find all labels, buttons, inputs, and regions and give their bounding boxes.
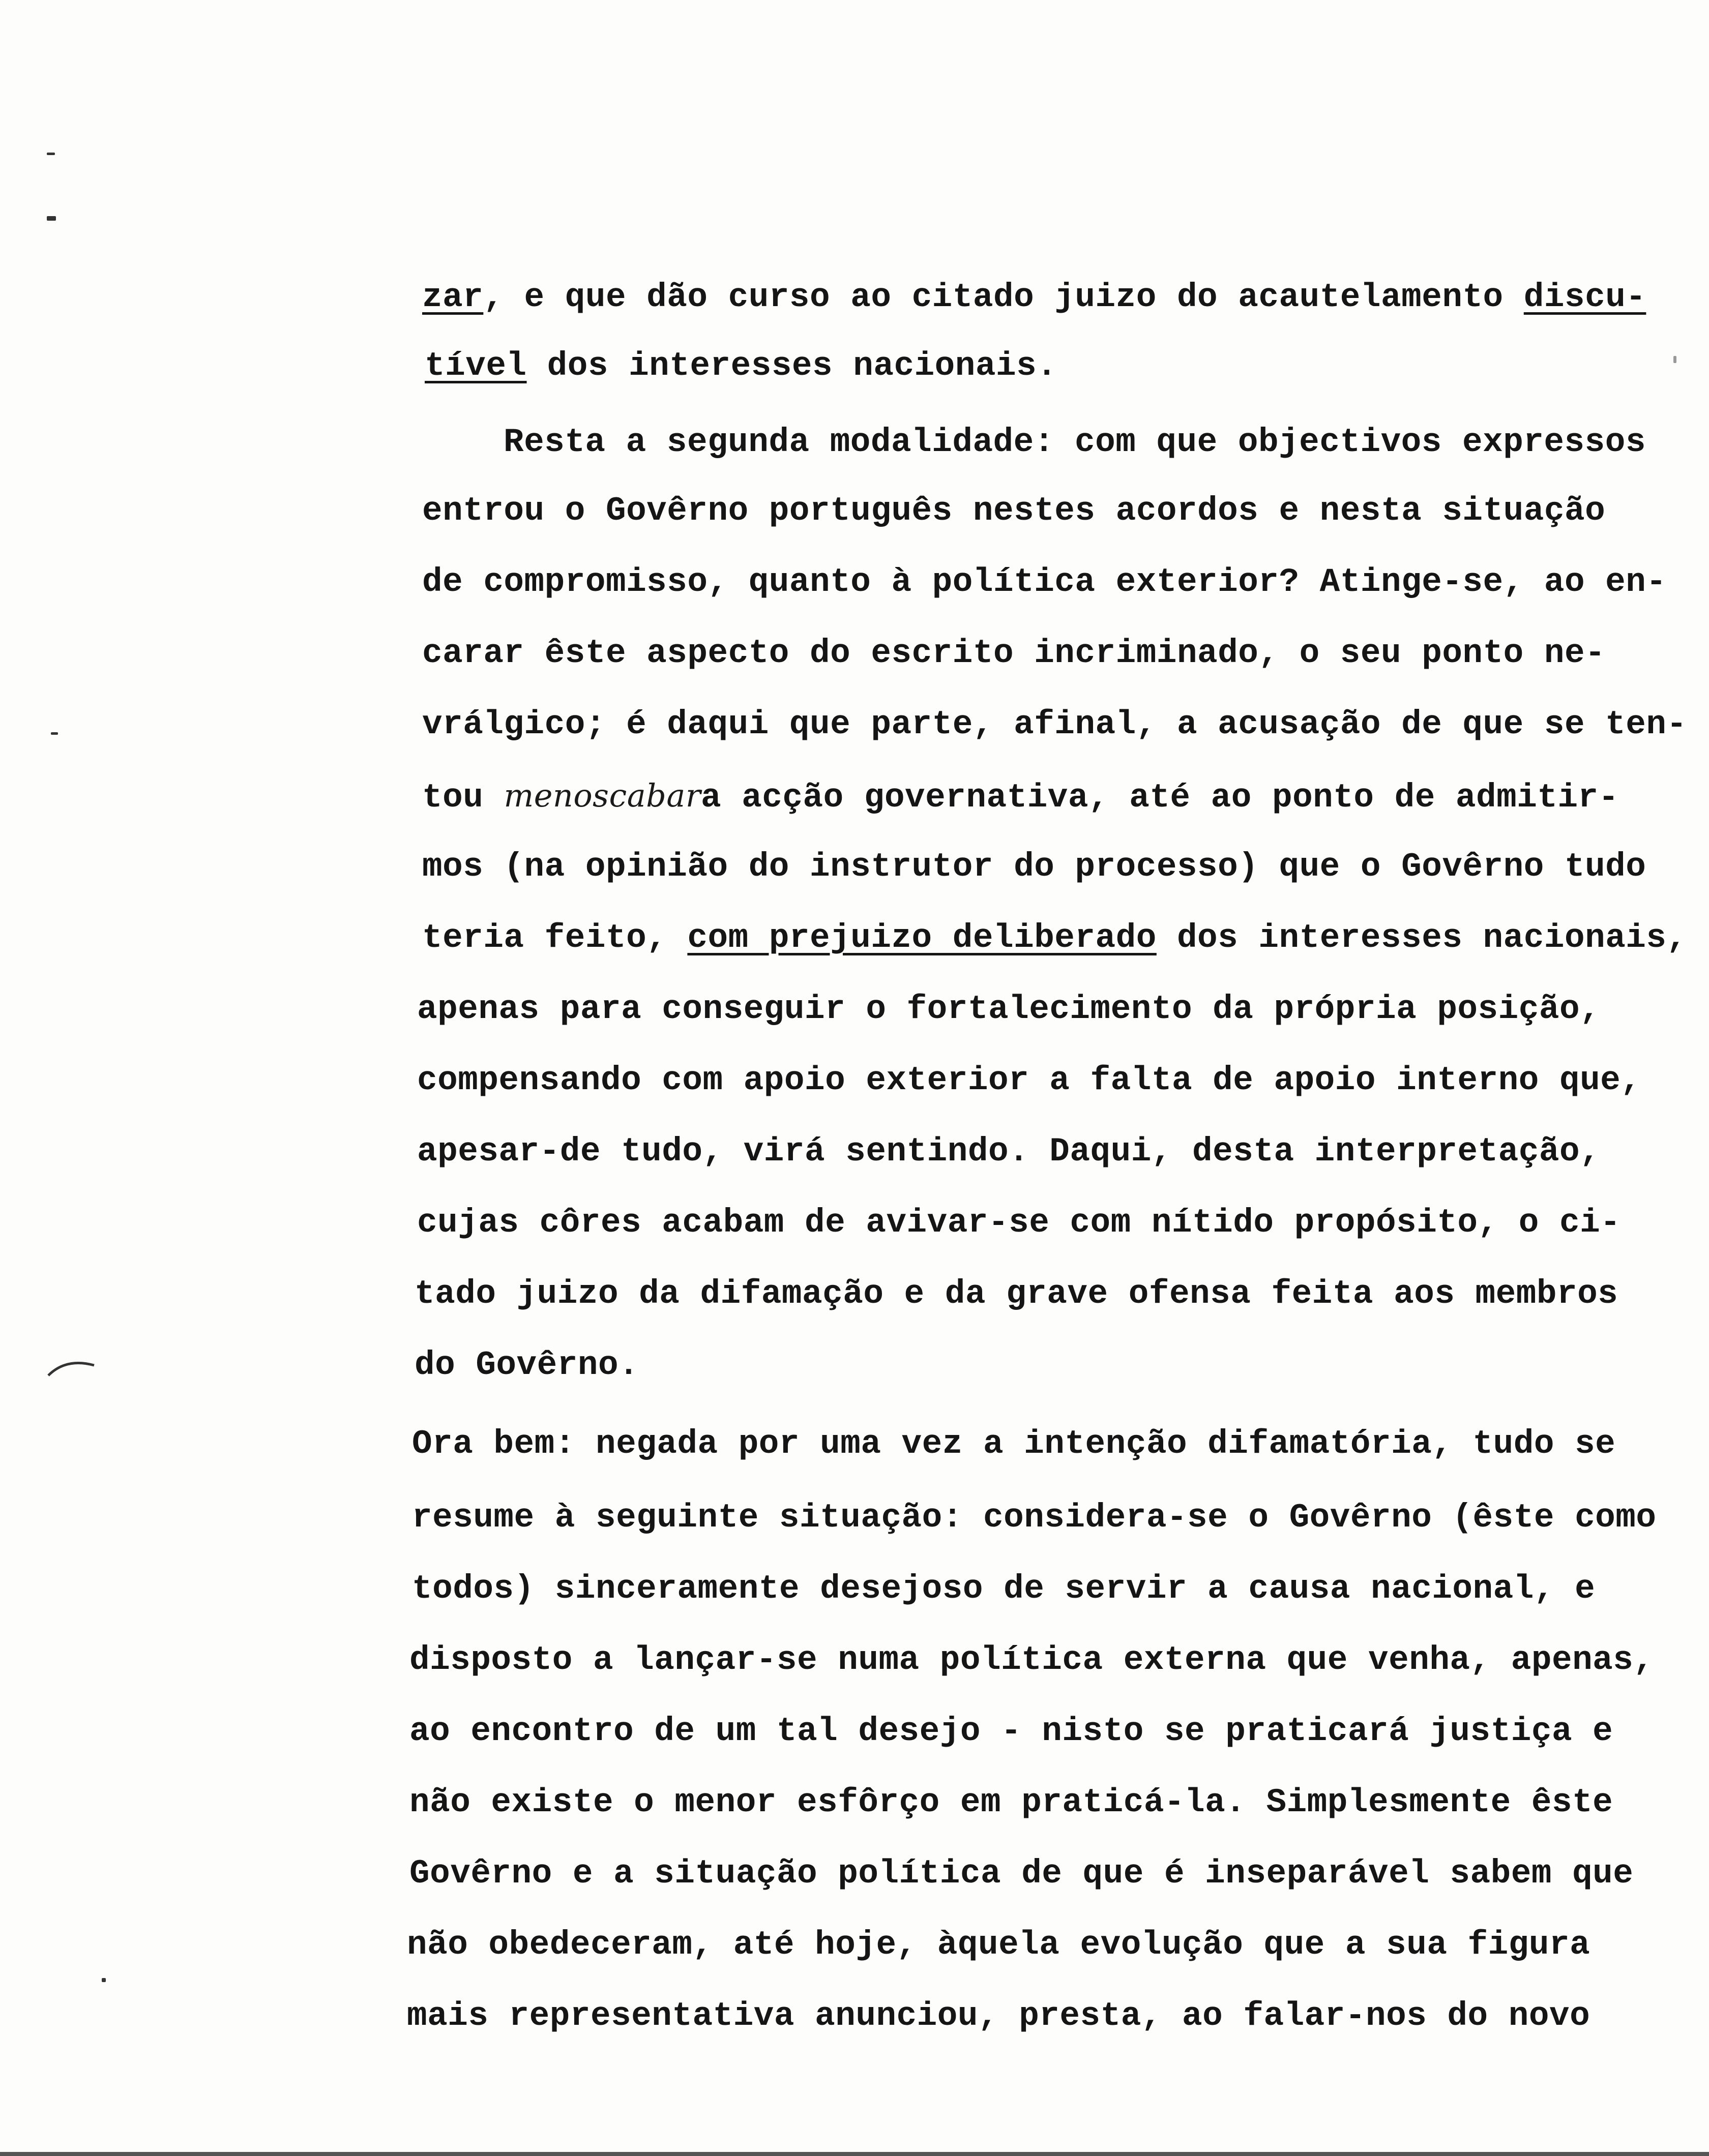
line-text-segment: , e que dão curso ao citado juizo do acautelamento [483, 278, 1524, 316]
line-text-segment: dos interesses nacionais, [1176, 919, 1687, 957]
document-line: tado juizo da difamação e da grave ofensa feita aos membros [415, 1275, 1618, 1313]
document-line: do Govêrno. [415, 1346, 639, 1384]
document-line: cujas côres acabam de avivar-se com nítido propósito, o ci- [417, 1204, 1621, 1242]
document-line: compensando com apoio exterior a falta de apoio interno que, [417, 1061, 1641, 1099]
document-line: ao encontro de um tal desejo - nisto se praticará justiça e [409, 1712, 1613, 1750]
document-line: vrálgico; é daqui que parte, afinal, a acusação de que se ten- [422, 705, 1687, 743]
document-line: disposto a lançar-se numa política externa que venha, apenas, [409, 1641, 1654, 1679]
document-line: Ora bem: negada por uma vez a intenção difamatória, tudo se [412, 1425, 1616, 1463]
line-text-segment: teria feito, [422, 919, 667, 957]
document-line: mos (na opinião do instrutor do processo) que o Govêrno tudo [422, 848, 1646, 886]
underlined-word: zar [422, 278, 484, 316]
document-line: todos) sinceramente desejoso de servir a causa nacional, e [412, 1570, 1596, 1608]
document-line [422, 918, 1687, 959]
line-text-segment: tou [422, 778, 484, 817]
handwritten-insertion: menoscabar [504, 777, 701, 814]
document-line: resume à seguinte situação: considera-se o Govêrno (êste como [412, 1499, 1657, 1537]
document-line: mais representativa anunciou, presta, ao falar-nos do novo [407, 1997, 1590, 2035]
underlined-word: discu- [1523, 278, 1646, 316]
document-line: apenas para conseguir o fortalecimento da própria posição, [417, 990, 1601, 1028]
document-line: carar êste aspecto do escrito incriminado, o seu ponto ne- [422, 634, 1606, 672]
line-text-segment [422, 278, 1646, 316]
document-line: entrou o Govêrno português nestes acordos e nesta situação [422, 492, 1606, 530]
document-line [422, 775, 1619, 818]
scan-speck [1673, 356, 1676, 363]
scan-curve-mark [46, 1353, 107, 1383]
underlined-word: tível [425, 347, 527, 385]
scan-bottom-edge [0, 2152, 1709, 2156]
line-text-segment: a acção governativa, até ao ponto de admitir- [700, 778, 1619, 817]
document-line: não existe o menor esfôrço em praticá-la. Simplesmente êste [409, 1783, 1613, 1821]
document-line [425, 346, 1057, 386]
scan-speck [102, 1978, 106, 1982]
scan-speck [47, 153, 55, 155]
underlined-phrase: com prejuizo deliberado [687, 919, 1157, 957]
line-text-segment: dos interesses nacionais. [526, 347, 1057, 385]
document-line: Resta a segunda modalidade: com que objectivos expressos [504, 423, 1646, 461]
scan-speck [51, 732, 58, 735]
document-line: de compromisso, quanto à política exterior? Atinge-se, ao en- [422, 563, 1667, 601]
document-line: apesar-de tudo, virá sentindo. Daqui, desta interpretação, [417, 1132, 1601, 1171]
scan-speck [47, 216, 56, 221]
document-line [422, 277, 1646, 318]
document-line: Govêrno e a situação política de que é inseparável sabem que [409, 1854, 1634, 1893]
document-line: não obedeceram, até hoje, àquela evolução que a sua figura [407, 1926, 1590, 1964]
